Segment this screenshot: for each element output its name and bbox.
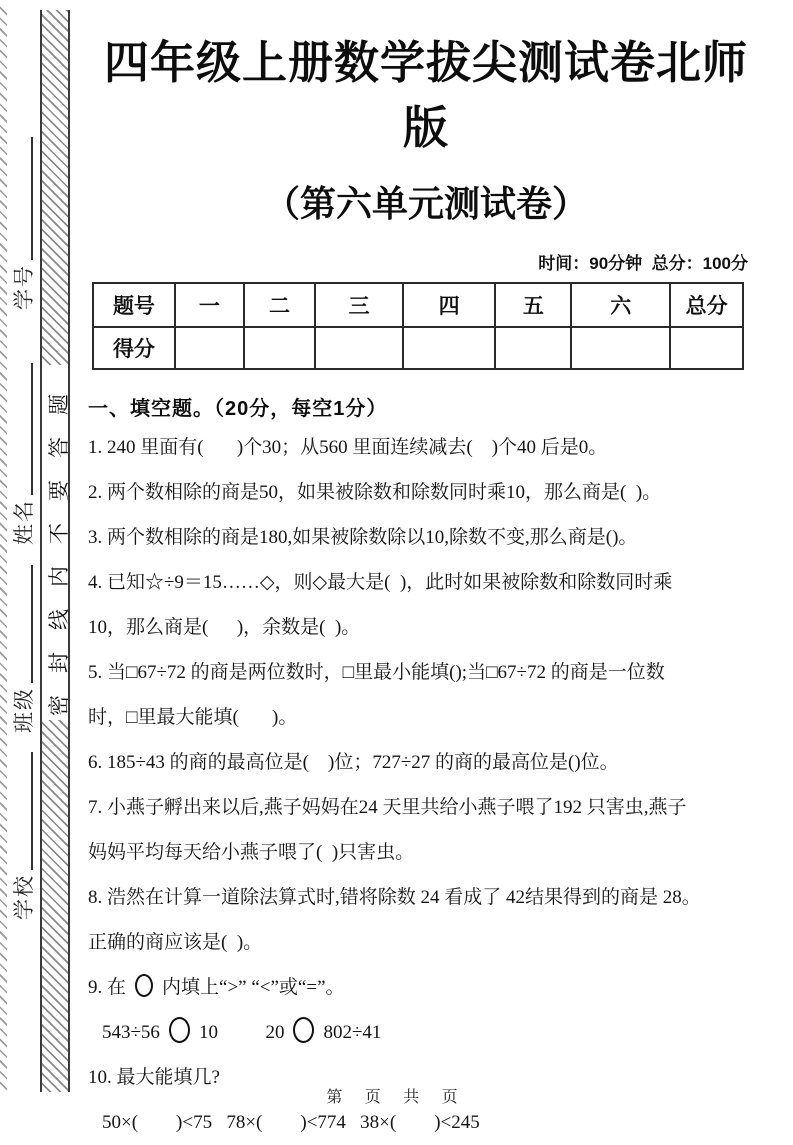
- q9-expression-3: 802÷41: [323, 1022, 382, 1043]
- circle-icon: [169, 1017, 190, 1043]
- name-blank-line: [31, 363, 33, 495]
- col-part-5: 五: [495, 283, 571, 327]
- time-total-info: 时间：90分钟 总分：100分: [538, 254, 748, 273]
- school-field: [8, 752, 38, 920]
- binding-seal-band: [40, 10, 70, 1092]
- q3-line: 3. 两个数相除的商是180,如果被除数除以10,除数不变,那么商是()。: [88, 527, 638, 548]
- name-label: 姓名: [12, 499, 36, 545]
- q9-text-post: 内填上“>” “<”或“=”。: [162, 977, 345, 998]
- q10-line-1: 10. 最大能填几?: [88, 1067, 220, 1088]
- seal-line-text-wrap: [42, 365, 71, 720]
- circle-icon: [135, 974, 153, 997]
- score-cell: [571, 327, 670, 369]
- school-label: 学校: [12, 874, 36, 920]
- q9-line-1: [88, 965, 764, 1010]
- q2-line: 2. 两个数相除的商是50，如果被除数和除数同时乘10，那么商是( )。: [88, 482, 662, 503]
- q1-line: 1. 240 里面有( )个30；从560 里面连续减去( )个40 后是0。: [88, 437, 608, 458]
- score-table-header-row: [93, 283, 743, 327]
- class-blank-line: [31, 565, 33, 683]
- main-content: [88, 0, 764, 1145]
- student-id-field: [8, 137, 38, 310]
- circle-icon: [293, 1017, 314, 1043]
- page-subtitle: （第六单元测试卷）: [263, 183, 588, 224]
- page-footer: 第 页 共 页: [326, 1089, 467, 1106]
- col-part-1: 一: [175, 283, 244, 327]
- q8-line-2: 正确的商应该是( )。: [88, 932, 263, 953]
- school-blank-line: [31, 752, 33, 870]
- score-cell: [495, 327, 571, 369]
- q7-line-2: 妈妈平均每天给小燕子喂了( )只害虫。: [88, 842, 415, 863]
- class-label: 班级: [12, 687, 36, 733]
- col-part-2: 二: [244, 283, 316, 327]
- student-id-blank-line: [31, 137, 33, 260]
- q7-line-1: 7. 小燕子孵出来以后,燕子妈妈在24 天里共给小燕子喂了192 只害虫,燕子: [88, 797, 687, 818]
- score-cell: [315, 327, 403, 369]
- q6-line: 6. 185÷43 的商的最高位是( )位；727÷27 的商的最高位是()位。: [88, 752, 619, 773]
- q4-line-2: 10，那么商是( )，余数是( )。: [88, 617, 361, 638]
- score-cell: [670, 327, 743, 369]
- col-part-6: 六: [571, 283, 670, 327]
- q4-line-1: 4. 已知☆÷9＝15……◇，则◇最大是( )，此时如果被除数和除数同时乘: [88, 572, 673, 593]
- q5-line-1: 5. 当□67÷72 的商是两位数时，□里最小能填();当□67÷72 的商是一位数: [88, 662, 665, 683]
- q5-line-2: 时，□里最大能填( )。: [88, 707, 298, 728]
- q9-text-pre: 9. 在: [88, 977, 127, 998]
- score-cell: [403, 327, 495, 369]
- score-table-score-row: [93, 327, 743, 369]
- student-id-label: 学号: [12, 264, 36, 310]
- q9-line-2: [88, 1010, 764, 1055]
- seal-line-text: 密封线内不要答题: [48, 372, 71, 716]
- section-one-heading: 一、填空题。（20分，每空1分）: [88, 398, 388, 420]
- class-field: [8, 565, 38, 733]
- score-cell: [175, 327, 244, 369]
- col-part-4: 四: [403, 283, 495, 327]
- q9-expression-1: 543÷56: [102, 1022, 160, 1043]
- page-title: 四年级上册数学拔尖测试卷北师版: [103, 37, 748, 153]
- col-total: 总分: [670, 283, 743, 327]
- fill-in-questions: [88, 425, 764, 1145]
- name-field: [8, 363, 38, 545]
- q9-expression-2: 10 20: [198, 1022, 285, 1043]
- score-table: [92, 282, 744, 370]
- hatch-pattern-bottom: [42, 720, 68, 1092]
- q10-line-2: 50×( )<75 78×( )<774 38×( )<245: [102, 1112, 480, 1133]
- hatch-pattern-top: [42, 10, 68, 365]
- col-question-number: 题号: [93, 283, 175, 327]
- score-cell: [244, 327, 316, 369]
- q8-line-1: 8. 浩然在计算一道除法算式时,错将除数 24 看成了 42结果得到的商是 28。: [88, 887, 701, 908]
- score-row-label: 得分: [93, 327, 175, 369]
- page-edge-hatch: [0, 6, 7, 1092]
- col-part-3: 三: [315, 283, 403, 327]
